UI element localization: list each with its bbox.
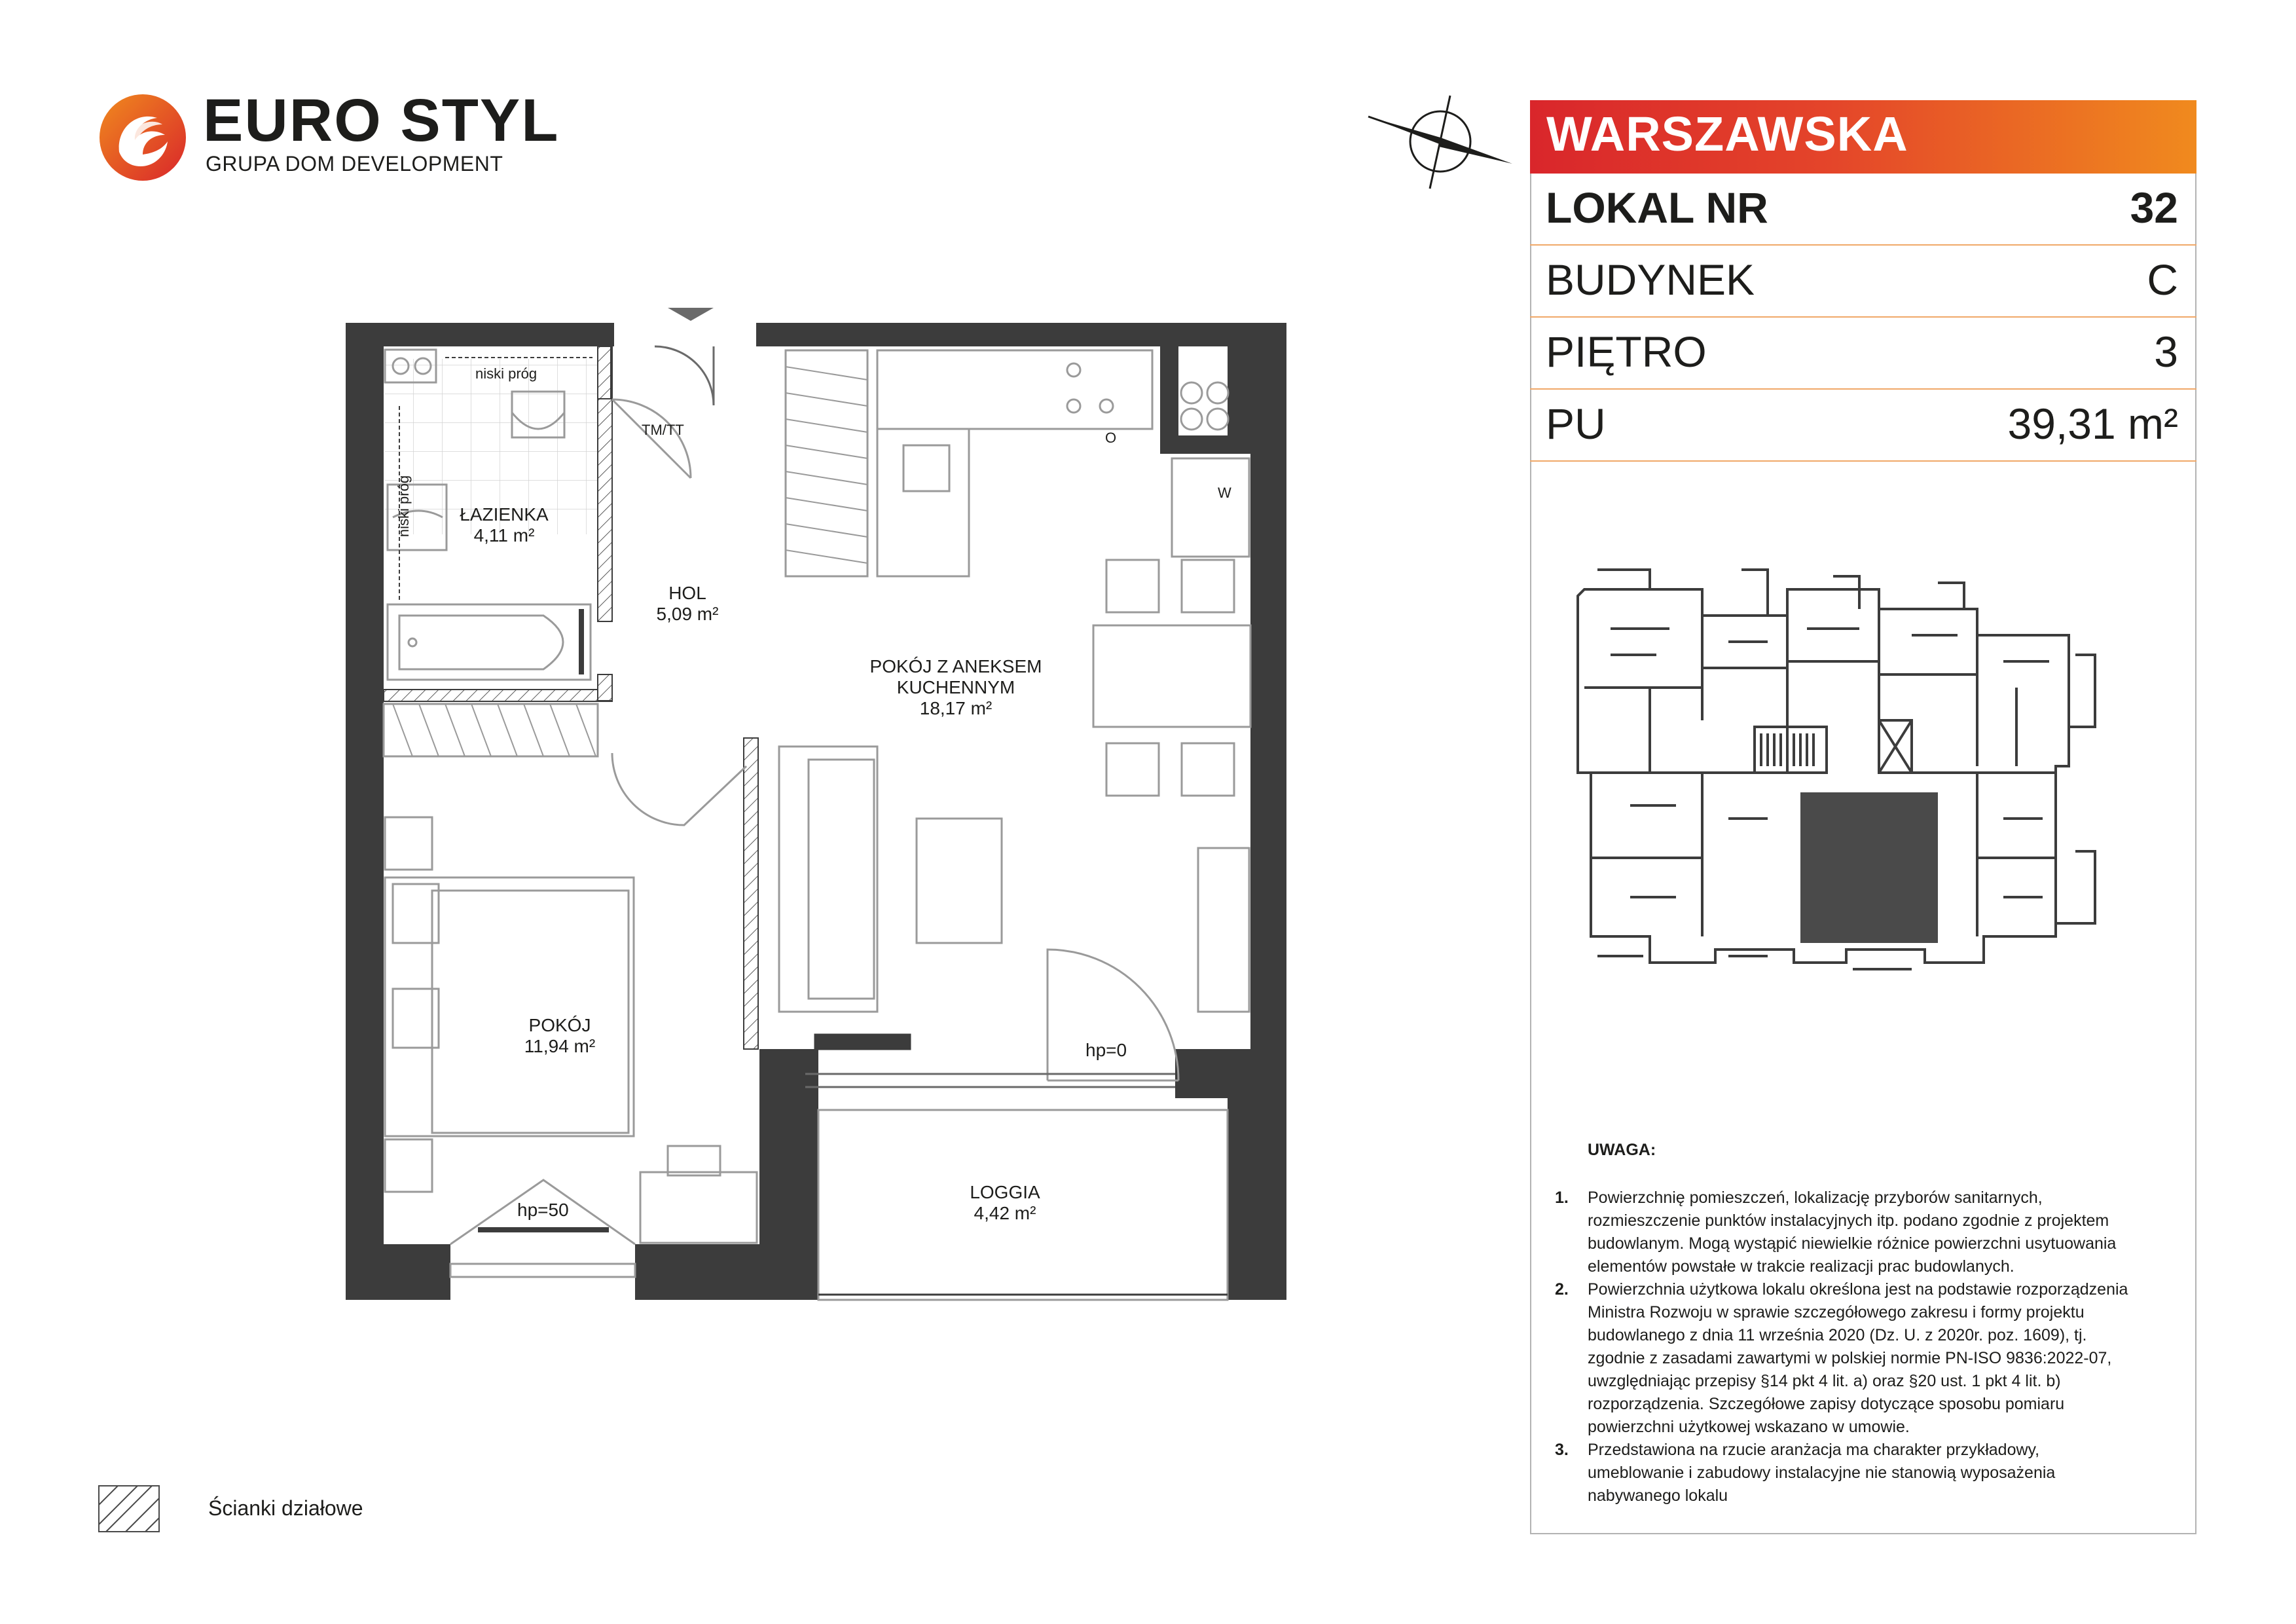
- info-label: LOKAL NR: [1546, 183, 1768, 232]
- note-line: elementów powstałe w trakcie realizacji prac budowlanych.: [1588, 1257, 2014, 1276]
- note-number: 2.: [1555, 1280, 1569, 1299]
- note-line: budowlanym. Mogą wystąpić niewielkie różnice powierzchni usytuowania: [1588, 1234, 2117, 1253]
- note-line: Przedstawiona na rzucie aranżacja ma charakter przykładowy,: [1588, 1441, 2040, 1459]
- note-item: [1555, 1439, 2151, 1511]
- room-hall: [642, 583, 733, 625]
- info-row-building: [1530, 246, 2196, 318]
- door-height-label: hp=0: [1085, 1040, 1127, 1060]
- room-bathroom: [458, 504, 550, 546]
- room-name: LOGGIA: [970, 1182, 1040, 1202]
- eurostyl-logo-icon: [97, 92, 189, 183]
- note-item: [1555, 1278, 2151, 1442]
- room-area: 4,11 m²: [473, 525, 535, 545]
- note-line: Powierzchnia użytkowa lokalu określona jest na podstawie rozporządzenia: [1588, 1280, 2128, 1299]
- info-value: 39,31 m²: [2007, 399, 2178, 448]
- info-label: PIĘTRO: [1546, 327, 1707, 376]
- building-key-plan: [1571, 557, 2160, 976]
- room-bedroom: [511, 1015, 609, 1057]
- partition-wall-hatch-icon: [98, 1485, 160, 1532]
- room-area: 18,17 m²: [919, 698, 993, 718]
- project-name: WARSZAWSKA: [1546, 107, 1908, 161]
- tm-tt-label: TM/TT: [642, 422, 684, 438]
- info-row-floor: [1530, 318, 2196, 390]
- note-line: budowlanego z dnia 11 września 2020 (Dz. U. z 2020r. poz. 1609), tj.: [1588, 1326, 2087, 1344]
- note-line: umeblowanie i zabudowy instalacyjne nie stanowią wyposażenia: [1588, 1464, 2056, 1482]
- room-living-kitchen: [845, 656, 1067, 719]
- low-threshold-label: niski próg: [395, 475, 412, 538]
- brand-name: EURO STYL: [203, 87, 560, 154]
- legend-label: Ścianki działowe: [208, 1496, 363, 1520]
- window-height-label: hp=50: [517, 1200, 569, 1220]
- info-row-unit-number: [1530, 174, 2196, 246]
- room-area: 11,94 m²: [524, 1036, 596, 1056]
- room-area: 4,42 m²: [974, 1203, 1036, 1223]
- north-arrow-icon: [1362, 90, 1519, 195]
- washer-label: W: [1218, 485, 1231, 501]
- note-line: zgodnie z zasadami zawartymi w polskiej normie PN-ISO 9836:2022-07,: [1588, 1349, 2112, 1367]
- info-label: BUDYNEK: [1546, 255, 1755, 304]
- info-value: C: [2147, 255, 2178, 304]
- info-label: PU: [1546, 399, 1606, 448]
- note-number: 3.: [1555, 1441, 1569, 1459]
- note-line: rozporządzenia. Szczegółowe zapisy dotyczące sposobu pomiaru: [1588, 1395, 2065, 1413]
- low-threshold-label: niski próg: [475, 365, 538, 382]
- room-name: ŁAZIENKA: [460, 504, 549, 525]
- note-line: powierzchni użytkowej wskazano w umowie.: [1588, 1418, 1910, 1436]
- note-line: uwzględniając przepisy §14 pkt 4 lit. a) oraz §20 ust. 1 pkt 4 lit. b): [1588, 1372, 2061, 1390]
- notes-title: UWAGA:: [1588, 1141, 1656, 1159]
- note-item: [1555, 1187, 2151, 1285]
- note-number: 1.: [1555, 1189, 1569, 1207]
- note-line: Powierzchnię pomieszczeń, lokalizację przyborów sanitarnych,: [1588, 1189, 2043, 1207]
- room-name: POKÓJ: [528, 1015, 591, 1035]
- oven-label: O: [1105, 430, 1117, 446]
- note-line: rozmieszczenie punktów instalacyjnych itp. podano zgodnie z projektem: [1588, 1211, 2109, 1230]
- room-loggia: [956, 1182, 1054, 1224]
- room-name: KUCHENNYM: [896, 677, 1015, 697]
- brand-subtitle: GRUPA DOM DEVELOPMENT: [206, 152, 503, 175]
- info-value: 3: [2154, 327, 2178, 376]
- room-name: HOL: [668, 583, 706, 603]
- info-value: 32: [2130, 183, 2178, 232]
- note-line: nabywanego lokalu: [1588, 1486, 1728, 1505]
- note-line: Ministra Rozwoju w sprawie szczegółowego zakresu i formy projektu: [1588, 1303, 2085, 1321]
- floor-plan: [327, 308, 1303, 1316]
- room-area: 5,09 m²: [656, 604, 719, 624]
- info-row-usable-area: [1530, 390, 2196, 462]
- room-name: POKÓJ Z ANEKSEM: [869, 656, 1042, 676]
- floor-plan-drawing: [327, 308, 1303, 1316]
